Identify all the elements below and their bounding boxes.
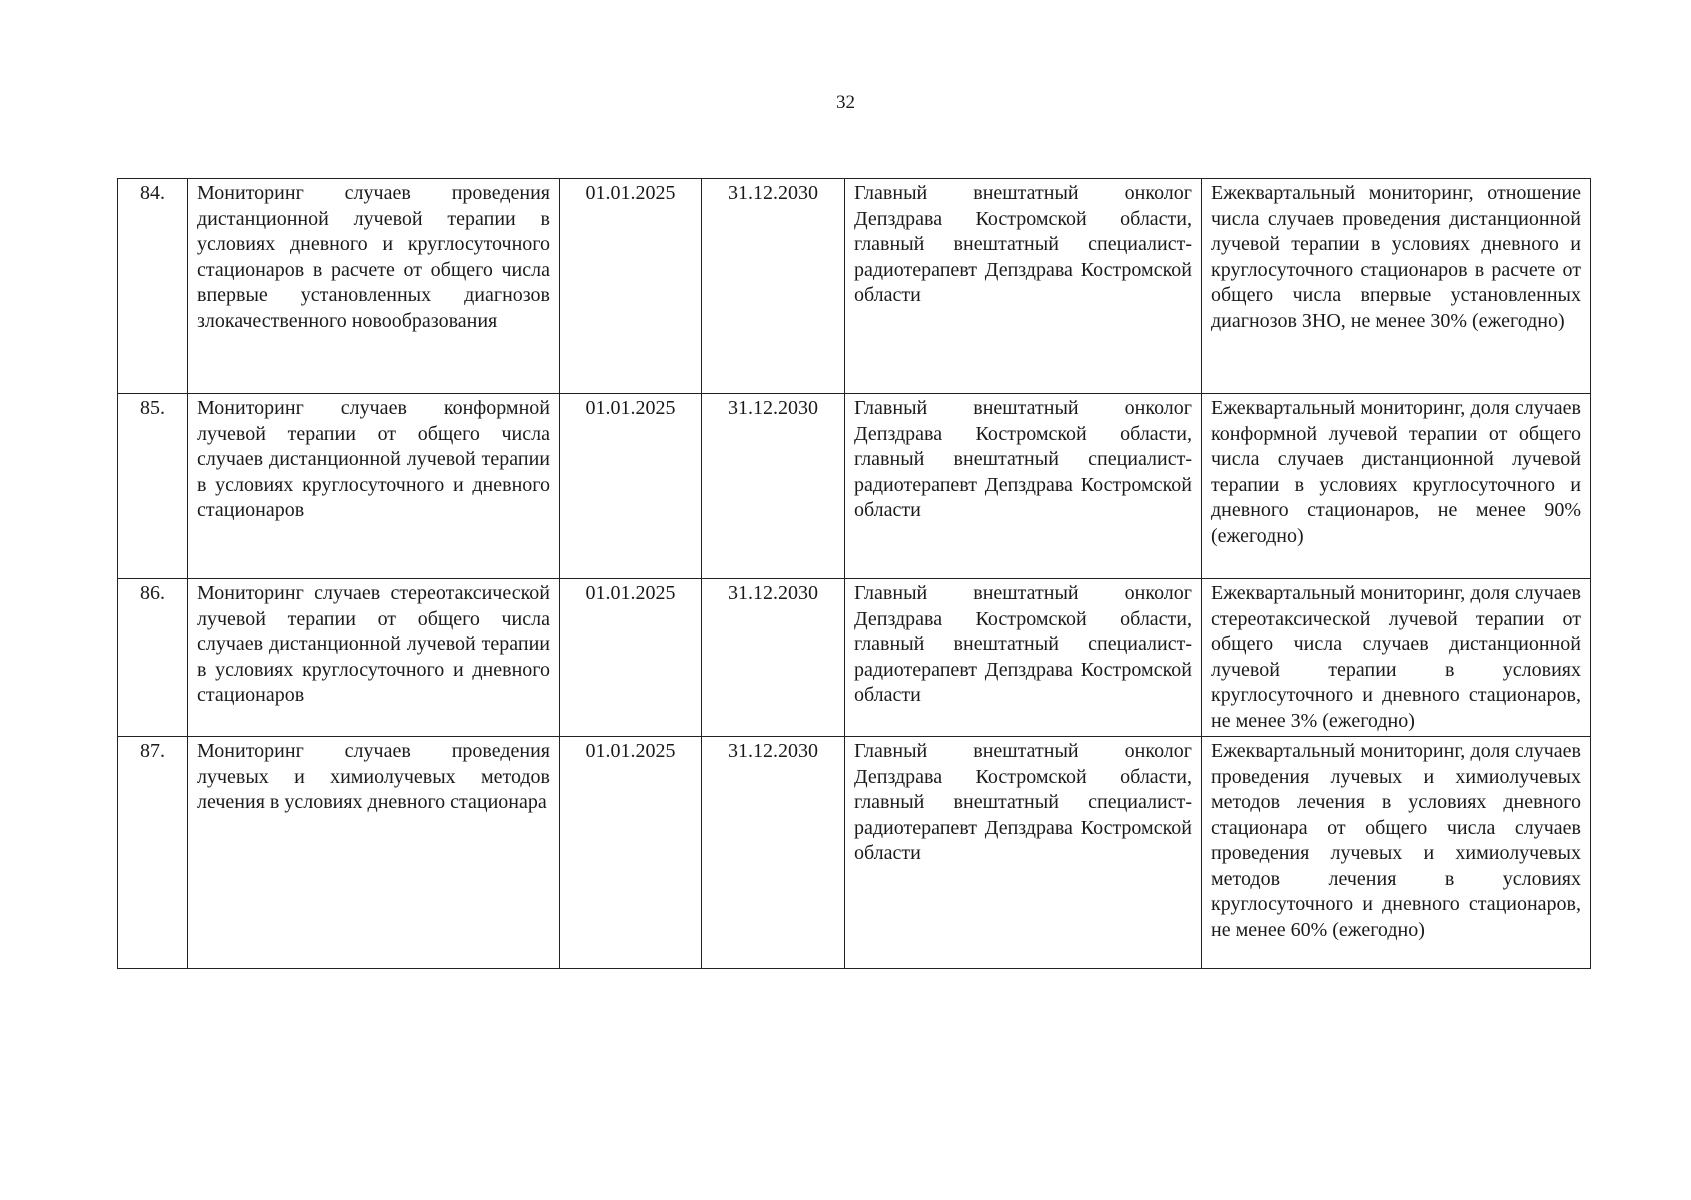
row-number: 87. bbox=[118, 737, 188, 969]
expected-result: Ежеквартальный мониторинг, доля случаев проведения лучевых и химиолучевых методов лечения в условиях дневного стационара от общего числа случаев проведения лучевых и химиолучевых методов лечения в условиях круглосуточного и дневного стационаров, не менее 60% (ежегодно) bbox=[1202, 737, 1591, 969]
page-number: 32 bbox=[836, 92, 855, 113]
responsible-persons: Главный внештатный онколог Депздрава Костромской области, главный внештатный специалист-радиотерапевт Депздрава Костромской области bbox=[845, 394, 1202, 579]
activity-name: Мониторинг случаев конформной лучевой терапии от общего числа случаев дистанционной лучевой терапии в условиях круглосуточного и дневного стационаров bbox=[188, 394, 560, 579]
end-date: 31.12.2030 bbox=[702, 737, 845, 969]
responsible-persons: Главный внештатный онколог Депздрава Костромской области, главный внештатный специалист-радиотерапевт Депздрава Костромской области bbox=[845, 579, 1202, 737]
table-row bbox=[118, 579, 1591, 737]
start-date: 01.01.2025 bbox=[560, 179, 702, 394]
responsible-persons: Главный внештатный онколог Депздрава Костромской области, главный внештатный специалист-радиотерапевт Депздрава Костромской области bbox=[845, 737, 1202, 969]
expected-result: Ежеквартальный мониторинг, доля случаев стереотаксической лучевой терапии от общего числа случаев дистанционной лучевой терапии в условиях круглосуточного и дневного стационаров, не менее 3% (ежегодно) bbox=[1202, 579, 1591, 737]
responsible-persons: Главный внештатный онколог Депздрава Костромской области, главный внештатный специалист-радиотерапевт Депздрава Костромской области bbox=[845, 179, 1202, 394]
row-number: 84. bbox=[118, 179, 188, 394]
end-date: 31.12.2030 bbox=[702, 394, 845, 579]
activity-name: Мониторинг случаев стереотаксической лучевой терапии от общего числа случаев дистанционной лучевой терапии в условиях круглосуточного и дневного стационаров bbox=[188, 579, 560, 737]
table-row bbox=[118, 394, 1591, 579]
activities-table bbox=[117, 178, 1591, 969]
end-date: 31.12.2030 bbox=[702, 179, 845, 394]
expected-result: Ежеквартальный мониторинг, доля случаев конформной лучевой терапии от общего числа случаев дистанционной лучевой терапии в условиях круглосуточного и дневного стационаров, не менее 90% (ежегодно) bbox=[1202, 394, 1591, 579]
expected-result: Ежеквартальный мониторинг, отношение числа случаев проведения дистанционной лучевой терапии в условиях дневного и круглосуточного стационаров в расчете от общего числа впервые установленных диагнозов ЗНО, не менее 30% (ежегодно) bbox=[1202, 179, 1591, 394]
start-date: 01.01.2025 bbox=[560, 394, 702, 579]
activity-name: Мониторинг случаев проведения дистанционной лучевой терапии в условиях дневного и круглосуточного стационаров в расчете от общего числа впервые установленных диагнозов злокачественного новообразования bbox=[188, 179, 560, 394]
start-date: 01.01.2025 bbox=[560, 737, 702, 969]
row-number: 85. bbox=[118, 394, 188, 579]
table-row bbox=[118, 737, 1591, 969]
activity-name: Мониторинг случаев проведения лучевых и химиолучевых методов лечения в условиях дневного стационара bbox=[188, 737, 560, 969]
row-number: 86. bbox=[118, 579, 188, 737]
end-date: 31.12.2030 bbox=[702, 579, 845, 737]
start-date: 01.01.2025 bbox=[560, 579, 702, 737]
table-row bbox=[118, 179, 1591, 394]
